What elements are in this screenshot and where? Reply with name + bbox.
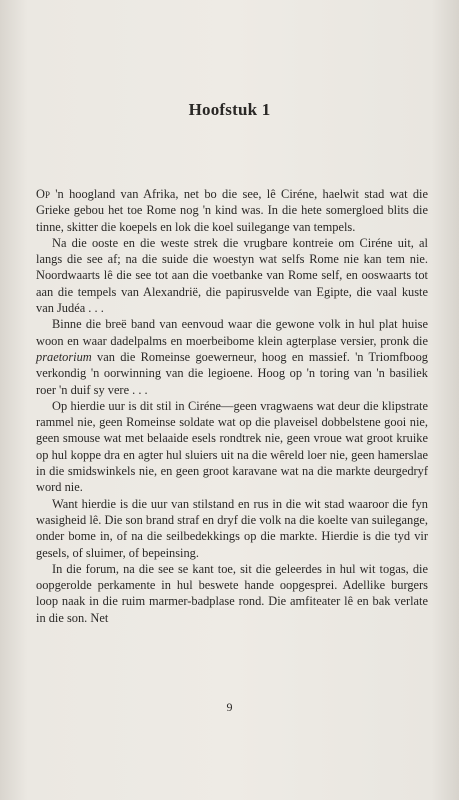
chapter-title: Hoofstuk 1 bbox=[188, 100, 271, 119]
paragraph-6: In die forum, na die see se kant toe, sit die geleerdes in hul wit togas, die oopgerolde perkamente in hul beswete hande oopgesprei. Adellike burgers loop naak in die ruim marmer-badplase rond. Die amfiteater lê en bak verlate in die son. Net bbox=[36, 561, 428, 625]
drop-lead-word: Op bbox=[36, 187, 50, 201]
paragraph-4: Op hierdie uur is dit stil in Ciréne—geen vragwaens wat deur die klipstrate rammel nie, geen Romeinse soldate wat op die plaveisel dobbelstene gooi nie, geen smouse wat met belaaide esels rondtrek nie, geen vroue wat groot kruike op hul koppe dra en agter hul sluiers uit na die wêreld loer nie, geen hamerslae in die smidswinkels nie, en geen groot karavane wat na die markte deurgedryf word nie. bbox=[36, 398, 428, 495]
paragraph-1-text: 'n hoogland van Afrika, net bo die see, lê Ciréne, haelwit stad wat die Grieke gebou het toe Rome nog 'n kind was. In die hete somergloed blits die tinne, skitter die koepels en lok die koel suilegange van tempels. bbox=[36, 187, 428, 234]
paragraph-5: Want hierdie is die uur van stilstand en rus in die wit stad waaroor die fyn wasigheid lê. Die son brand straf en dryf die volk na die koelte van suilegange, onder bome in, of na die seilbedekkings op die markte. Hierdie is die tyd vir gesels, of sluimer, of bepeinsing. bbox=[36, 496, 428, 560]
paragraph-3-text-before: Binne die breë band van eenvoud waar die gewone volk in hul plat huise woon en waar dadelpalms en moerbeibome klein agterplase versier, pronk die bbox=[36, 317, 428, 348]
chapter-body bbox=[36, 186, 428, 626]
page-number: 9 bbox=[226, 700, 233, 714]
paragraph-3 bbox=[36, 316, 428, 397]
paragraph-1 bbox=[36, 186, 428, 235]
italic-term: praetorium bbox=[36, 349, 92, 364]
paragraph-2: Na die ooste en die weste strek die vrugbare kontreie om Ciréne uit, al langs die see af; na die suide die woestyn wat selfs Rome nie kan tem nie. Noordwaarts lê die see tot aan die voetbanke van Rome self, en ooswaarts tot aan die tempels van Alexandrië, die papirusvelde van Egipte, die vaal kuste van Judéa . . . bbox=[36, 235, 428, 316]
paragraph-3-text-after: van die Romeinse goewerneur, hoog en massief. 'n Triomfboog verkondig 'n oorwinning van die legioene. Hoog op 'n toring van 'n basiliek roer 'n duif sy vere . . . bbox=[36, 349, 428, 397]
